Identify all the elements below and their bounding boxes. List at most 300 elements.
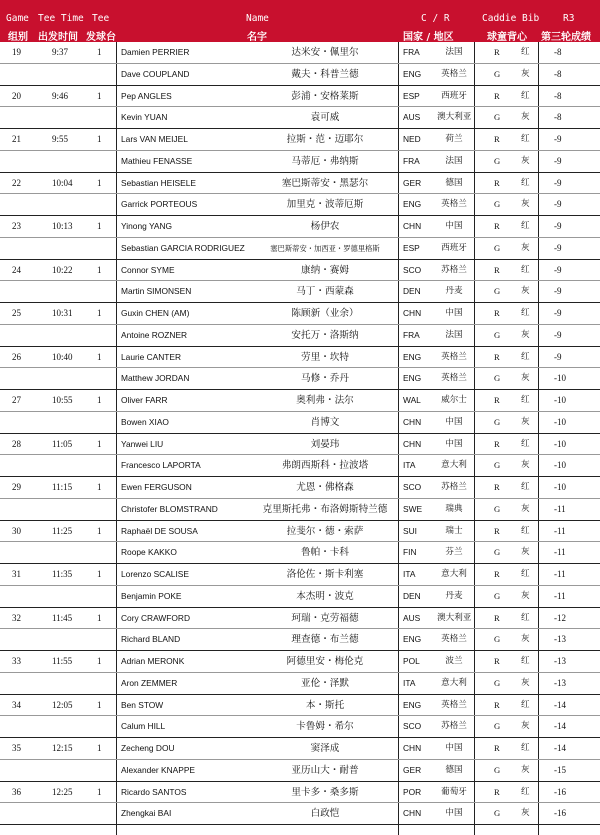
table-row	[0, 477, 600, 499]
player-name-en: Raphaël DE SOUSA	[121, 525, 198, 536]
header-time-cn: 出发时间	[38, 32, 78, 43]
player-name-en: Damien PERRIER	[121, 47, 190, 57]
country-name: 英格兰	[441, 351, 467, 362]
header-tee-en: Tee	[92, 13, 110, 24]
country-name: 德国	[445, 177, 463, 188]
tee-number: 1	[97, 786, 102, 797]
bib-letter: R	[494, 743, 500, 753]
table-row	[0, 695, 600, 717]
bib-color: 红	[521, 569, 530, 579]
bib-color: 红	[521, 90, 530, 101]
player-name-cn: 卡鲁姆・希尔	[296, 721, 354, 733]
country-name: 荷兰	[445, 134, 463, 144]
bib-color: 红	[521, 438, 530, 449]
player-name-en: Connor SYME	[121, 264, 175, 275]
table-row	[0, 716, 600, 738]
player-name-en: Matthew JORDAN	[121, 373, 190, 384]
country-code: FIN	[403, 547, 417, 558]
table-row	[0, 651, 600, 673]
tee-number: 1	[97, 743, 102, 753]
player-name-en: Sebastian GARCIA RODRIGUEZ	[121, 242, 245, 253]
player-name-cn: 里卡多・桑多斯	[291, 786, 359, 798]
table-row	[0, 216, 600, 238]
player-name-en: Yinong YANG	[121, 221, 173, 231]
bib-letter: R	[494, 177, 500, 188]
player-name-cn: 马丁・西蒙森	[296, 286, 354, 298]
game-number: 28	[12, 438, 21, 449]
r3-score: -13	[554, 677, 566, 688]
country-name: 中国	[445, 416, 463, 427]
country-name: 英格兰	[441, 634, 467, 645]
country-name: 中国	[445, 221, 463, 231]
bib-color: 红	[521, 656, 530, 666]
player-name-en: Calum HILL	[121, 721, 166, 732]
r3-score: -10	[554, 373, 566, 384]
tee-time: 9:55	[52, 134, 69, 144]
bib-color: 灰	[521, 199, 530, 210]
country-code: ENG	[403, 699, 422, 710]
game-number: 31	[12, 569, 21, 579]
bib-color: 灰	[521, 677, 530, 688]
country-code: FRA	[403, 155, 420, 166]
r3-score: -9	[554, 134, 562, 144]
country-code: FRA	[403, 47, 420, 57]
bib-color: 灰	[521, 547, 530, 558]
country-code: CHN	[403, 221, 422, 231]
bib-color: 红	[521, 264, 530, 275]
header-tee-cn: 发球台	[86, 32, 116, 43]
header-r3-cn: 第三轮成绩	[541, 32, 591, 43]
bib-letter: R	[494, 482, 500, 492]
player-name-cn: 袁可威	[310, 112, 340, 124]
game-number: 21	[12, 134, 21, 144]
table-row	[0, 42, 600, 64]
bib-letter: G	[494, 503, 501, 514]
bib-letter: G	[494, 68, 501, 79]
table-row	[0, 586, 600, 608]
r3-score: -14	[554, 699, 566, 710]
table-row	[0, 564, 600, 586]
table-row	[0, 542, 600, 564]
tee-number: 1	[97, 351, 102, 362]
bib-letter: G	[494, 112, 501, 123]
tee-time: 9:46	[52, 90, 69, 101]
r3-score: -8	[554, 68, 562, 79]
table-row	[0, 390, 600, 412]
bib-color: 灰	[521, 286, 530, 297]
country-name: 法国	[445, 155, 463, 166]
table-row	[0, 499, 600, 521]
country-code: DEN	[403, 286, 421, 297]
player-name-cn: 亚伦・泽默	[301, 677, 349, 689]
game-number: 35	[12, 743, 21, 753]
country-code: CHN	[403, 808, 422, 819]
tee-time: 12:25	[52, 786, 73, 797]
tee-time: 11:05	[52, 438, 73, 449]
bib-letter: G	[494, 460, 501, 471]
game-number: 24	[12, 264, 21, 275]
r3-score: -10	[554, 460, 566, 471]
bib-color: 灰	[521, 155, 530, 166]
table-row	[0, 347, 600, 369]
bib-color: 灰	[521, 634, 530, 645]
tee-number: 1	[97, 90, 102, 101]
player-name-cn: 加里克・波蒂厄斯	[286, 199, 364, 211]
table-row	[0, 281, 600, 303]
tee-number: 1	[97, 569, 102, 579]
player-name-cn: 洛伦佐・斯卡利塞	[286, 569, 364, 580]
header-name-cn: 名字	[247, 32, 267, 43]
country-name: 英格兰	[441, 68, 467, 79]
player-name-cn: 本・斯托	[305, 699, 345, 711]
table-row	[0, 629, 600, 651]
tee-time: 11:15	[52, 482, 73, 492]
player-name-cn: 珂瑞・克劳福德	[291, 612, 359, 624]
tee-time: 9:37	[52, 47, 69, 57]
country-code: CHN	[403, 416, 422, 427]
bib-color: 红	[521, 177, 530, 188]
r3-score: -13	[554, 656, 566, 666]
player-name-en: Antoine ROZNER	[121, 329, 188, 340]
header-name-en: Name	[246, 13, 269, 24]
country-code: SCO	[403, 264, 422, 275]
r3-score: -9	[554, 329, 562, 340]
country-code: GER	[403, 764, 422, 775]
player-name-cn: 窦泽成	[310, 743, 340, 754]
bib-color: 红	[521, 482, 530, 492]
country-name: 德国	[445, 764, 463, 775]
country-name: 中国	[445, 743, 463, 753]
bib-letter: R	[494, 221, 500, 231]
country-name: 丹麦	[445, 590, 463, 601]
country-code: ITA	[403, 677, 416, 688]
table-row	[0, 303, 600, 325]
country-name: 中国	[445, 438, 463, 449]
country-code: ENG	[403, 351, 422, 362]
country-code: ESP	[403, 242, 420, 253]
r3-score: -9	[554, 242, 562, 253]
player-name-en: Sebastian HEISELE	[121, 177, 196, 188]
table-row	[0, 412, 600, 434]
r3-score: -11	[554, 503, 566, 514]
bib-color: 红	[521, 134, 530, 144]
r3-score: -11	[554, 590, 566, 601]
player-name-en: Ewen FERGUSON	[121, 482, 192, 492]
bib-color: 红	[521, 699, 530, 710]
player-name-cn: 拉斐尔・德・索萨	[286, 525, 364, 537]
r3-score: -14	[554, 721, 566, 732]
country-code: SWE	[403, 503, 423, 514]
tee-time: 11:55	[52, 656, 73, 666]
tee-time: 10:40	[52, 351, 73, 362]
game-number: 27	[12, 395, 21, 405]
player-name-en: Ricardo SANTOS	[121, 786, 187, 797]
bib-letter: G	[494, 416, 501, 427]
r3-score: -10	[554, 482, 566, 492]
country-code: FRA	[403, 329, 420, 340]
player-name-cn: 鲁帕・卡科	[301, 547, 349, 559]
country-name: 苏格兰	[441, 482, 467, 492]
country-name: 意大利	[441, 460, 467, 471]
country-name: 法国	[445, 47, 463, 57]
country-name: 中国	[445, 808, 463, 819]
bib-color: 红	[521, 786, 530, 797]
country-code: ENG	[403, 68, 422, 79]
bib-letter: R	[494, 438, 500, 449]
player-name-en: Francesco LAPORTA	[121, 460, 201, 471]
r3-score: -9	[554, 308, 562, 318]
player-name-cn: 杨伊农	[310, 221, 340, 232]
bib-letter: R	[494, 308, 500, 318]
country-name: 西班牙	[441, 90, 467, 101]
bib-letter: R	[494, 656, 500, 666]
country-code: POL	[403, 656, 420, 666]
game-number: 30	[12, 525, 21, 536]
tee-number: 1	[97, 47, 102, 57]
country-code: DEN	[403, 590, 421, 601]
bib-letter: R	[494, 786, 500, 797]
player-name-cn: 康纳・赛姆	[301, 264, 349, 276]
player-name-en: Bowen XIAO	[121, 416, 169, 427]
country-name: 法国	[445, 329, 463, 340]
player-name-cn: 马蒂厄・弗纳斯	[291, 155, 359, 167]
player-name-cn: 劳里・坎特	[301, 351, 349, 363]
player-name-en: Dave COUPLAND	[121, 68, 190, 79]
bib-letter: R	[494, 612, 500, 623]
country-code: ENG	[403, 634, 422, 645]
player-name-cn: 拉斯・范・迈耶尔	[286, 134, 364, 145]
r3-score: -9	[554, 221, 562, 231]
table-row	[0, 455, 600, 477]
country-name: 瑞典	[445, 503, 463, 514]
player-name-en: Alexander KNAPPE	[121, 764, 196, 775]
bib-letter: R	[494, 699, 500, 710]
bib-color: 红	[521, 743, 530, 753]
header-bib-cn: 球童背心	[487, 32, 527, 43]
bib-color: 红	[521, 351, 530, 362]
game-number: 19	[12, 47, 21, 57]
game-number: 22	[12, 177, 21, 188]
country-name: 丹麦	[445, 286, 463, 297]
tee-number: 1	[97, 525, 102, 536]
bib-color: 红	[521, 395, 530, 405]
bib-letter: R	[494, 395, 500, 405]
table-row	[0, 608, 600, 630]
tee-number: 1	[97, 134, 102, 144]
game-number: 29	[12, 482, 21, 492]
player-name-cn: 陈顾新（业余）	[291, 308, 359, 319]
tee-time: 10:31	[52, 308, 73, 318]
bib-letter: R	[494, 569, 500, 579]
game-number: 36	[12, 786, 21, 797]
player-name-cn: 刘晏玮	[310, 438, 340, 450]
player-name-en: Mathieu FENASSE	[121, 155, 193, 166]
bib-letter: G	[494, 242, 501, 253]
country-code: ESP	[403, 90, 420, 101]
player-name-en: Garrick PORTEOUS	[121, 199, 198, 210]
tee-number: 1	[97, 395, 102, 405]
r3-score: -14	[554, 743, 566, 753]
bib-letter: G	[494, 547, 501, 558]
bib-color: 灰	[521, 503, 530, 514]
player-name-cn: 亚历山大・耐普	[291, 764, 359, 776]
r3-score: -11	[554, 547, 566, 558]
country-name: 西班牙	[441, 242, 467, 253]
player-name-cn: 理查德・布兰德	[291, 634, 359, 646]
player-name-en: Zhengkai BAI	[121, 808, 172, 819]
table-row	[0, 129, 600, 151]
country-name: 英格兰	[441, 699, 467, 710]
player-name-cn: 白政恺	[310, 808, 340, 820]
bib-color: 红	[521, 308, 530, 318]
country-name: 澳大利亚	[437, 112, 472, 123]
player-name-cn: 奥利弗・法尔	[296, 395, 354, 406]
bib-color: 红	[521, 525, 530, 536]
pairings-table	[0, 42, 600, 825]
r3-score: -8	[554, 47, 562, 57]
player-name-en: Roope KAKKO	[121, 547, 177, 558]
table-row	[0, 782, 600, 804]
table-row	[0, 760, 600, 782]
player-name-cn: 戴夫・科普兰德	[291, 68, 359, 80]
tee-time: 11:35	[52, 569, 73, 579]
country-name: 中国	[445, 308, 463, 318]
bib-color: 灰	[521, 590, 530, 601]
tee-time: 11:45	[52, 612, 73, 623]
table-row	[0, 64, 600, 86]
player-name-cn: 马修・乔丹	[301, 373, 349, 385]
player-name-en: Lorenzo SCALISE	[121, 569, 189, 579]
tee-number: 1	[97, 177, 102, 188]
tee-number: 1	[97, 482, 102, 492]
country-code: AUS	[403, 612, 421, 623]
bib-color: 灰	[521, 112, 530, 123]
country-name: 英格兰	[441, 199, 467, 210]
bib-letter: G	[494, 634, 501, 645]
header-r3-en: R3	[563, 13, 575, 24]
r3-score: -11	[554, 569, 566, 579]
tee-number: 1	[97, 656, 102, 666]
r3-score: -10	[554, 395, 566, 405]
player-name-en: Benjamin POKE	[121, 590, 182, 601]
country-code: SCO	[403, 482, 422, 492]
header-cr-en: C / R	[421, 13, 450, 24]
country-code: ITA	[403, 569, 416, 579]
table-row	[0, 521, 600, 543]
country-code: CHN	[403, 308, 422, 318]
tee-time: 11:25	[52, 525, 73, 536]
bib-color: 灰	[521, 242, 530, 253]
header-bib-en: Caddie Bib	[482, 13, 540, 24]
country-code: SCO	[403, 721, 422, 732]
r3-score: -9	[554, 351, 562, 362]
r3-score: -11	[554, 525, 566, 536]
player-name-cn: 尤恩・佛格森	[296, 482, 354, 493]
table-row	[0, 151, 600, 173]
player-name-en: Oliver FARR	[121, 395, 168, 405]
bib-color: 红	[521, 47, 530, 57]
bib-letter: G	[494, 764, 501, 775]
r3-score: -9	[554, 286, 562, 297]
country-name: 澳大利亚	[437, 612, 472, 623]
tee-number: 1	[97, 612, 102, 623]
country-code: AUS	[403, 112, 421, 123]
table-row	[0, 738, 600, 760]
bib-letter: G	[494, 155, 501, 166]
player-name-en: Yanwei LIU	[121, 438, 164, 449]
r3-score: -9	[554, 199, 562, 210]
header-game-cn: 组别	[8, 32, 28, 43]
bib-letter: G	[494, 199, 501, 210]
player-name-en: Lars VAN MEIJEL	[121, 134, 188, 144]
header-game-en: Game	[6, 13, 29, 24]
tee-time: 10:55	[52, 395, 73, 405]
game-number: 20	[12, 90, 21, 101]
table-row	[0, 325, 600, 347]
table-row	[0, 194, 600, 216]
player-name-cn: 肖博文	[310, 416, 340, 428]
bib-letter: G	[494, 590, 501, 601]
player-name-en: Adrian MERONK	[121, 656, 185, 666]
country-code: NED	[403, 134, 421, 144]
bib-color: 红	[521, 221, 530, 231]
player-name-cn: 安托万・洛斯纳	[291, 329, 359, 341]
country-code: SUI	[403, 525, 417, 536]
player-name-cn: 克里斯托弗・布洛姆斯特兰德	[262, 503, 388, 515]
country-code: GER	[403, 177, 422, 188]
country-name: 波兰	[445, 656, 463, 666]
game-number: 23	[12, 221, 21, 231]
r3-score: -15	[554, 764, 566, 775]
r3-score: -12	[554, 612, 566, 623]
country-name: 英格兰	[441, 373, 467, 384]
country-name: 瑞士	[445, 525, 463, 536]
country-name: 芬兰	[445, 547, 463, 558]
tee-number: 1	[97, 264, 102, 275]
r3-score: -13	[554, 634, 566, 645]
r3-score: -16	[554, 808, 566, 819]
bib-letter: G	[494, 721, 501, 732]
r3-score: -16	[554, 786, 566, 797]
player-name-en: Pep ANGLES	[121, 90, 172, 101]
bib-letter: R	[494, 134, 500, 144]
bib-color: 灰	[521, 764, 530, 775]
bib-color: 灰	[521, 721, 530, 732]
table-row	[0, 434, 600, 456]
tee-number: 1	[97, 438, 102, 449]
game-number: 34	[12, 699, 21, 710]
player-name-cn: 达米安・佩里尔	[291, 47, 359, 58]
game-number: 25	[12, 308, 21, 318]
game-number: 26	[12, 351, 21, 362]
game-number: 32	[12, 612, 21, 623]
player-name-cn: 弗朗西斯科・拉波塔	[281, 460, 369, 472]
bib-letter: G	[494, 677, 501, 688]
table-row	[0, 107, 600, 129]
tee-number: 1	[97, 221, 102, 231]
bib-letter: R	[494, 47, 500, 57]
header-cr-cn: 国家 / 地区	[403, 32, 454, 43]
r3-score: -10	[554, 438, 566, 449]
table-row	[0, 238, 600, 260]
r3-score: -8	[554, 90, 562, 101]
country-code: POR	[403, 786, 422, 797]
table-row	[0, 173, 600, 195]
table-row	[0, 260, 600, 282]
tee-number: 1	[97, 308, 102, 318]
player-name-en: Guxin CHEN (AM)	[121, 308, 190, 318]
tee-time: 12:15	[52, 743, 73, 753]
